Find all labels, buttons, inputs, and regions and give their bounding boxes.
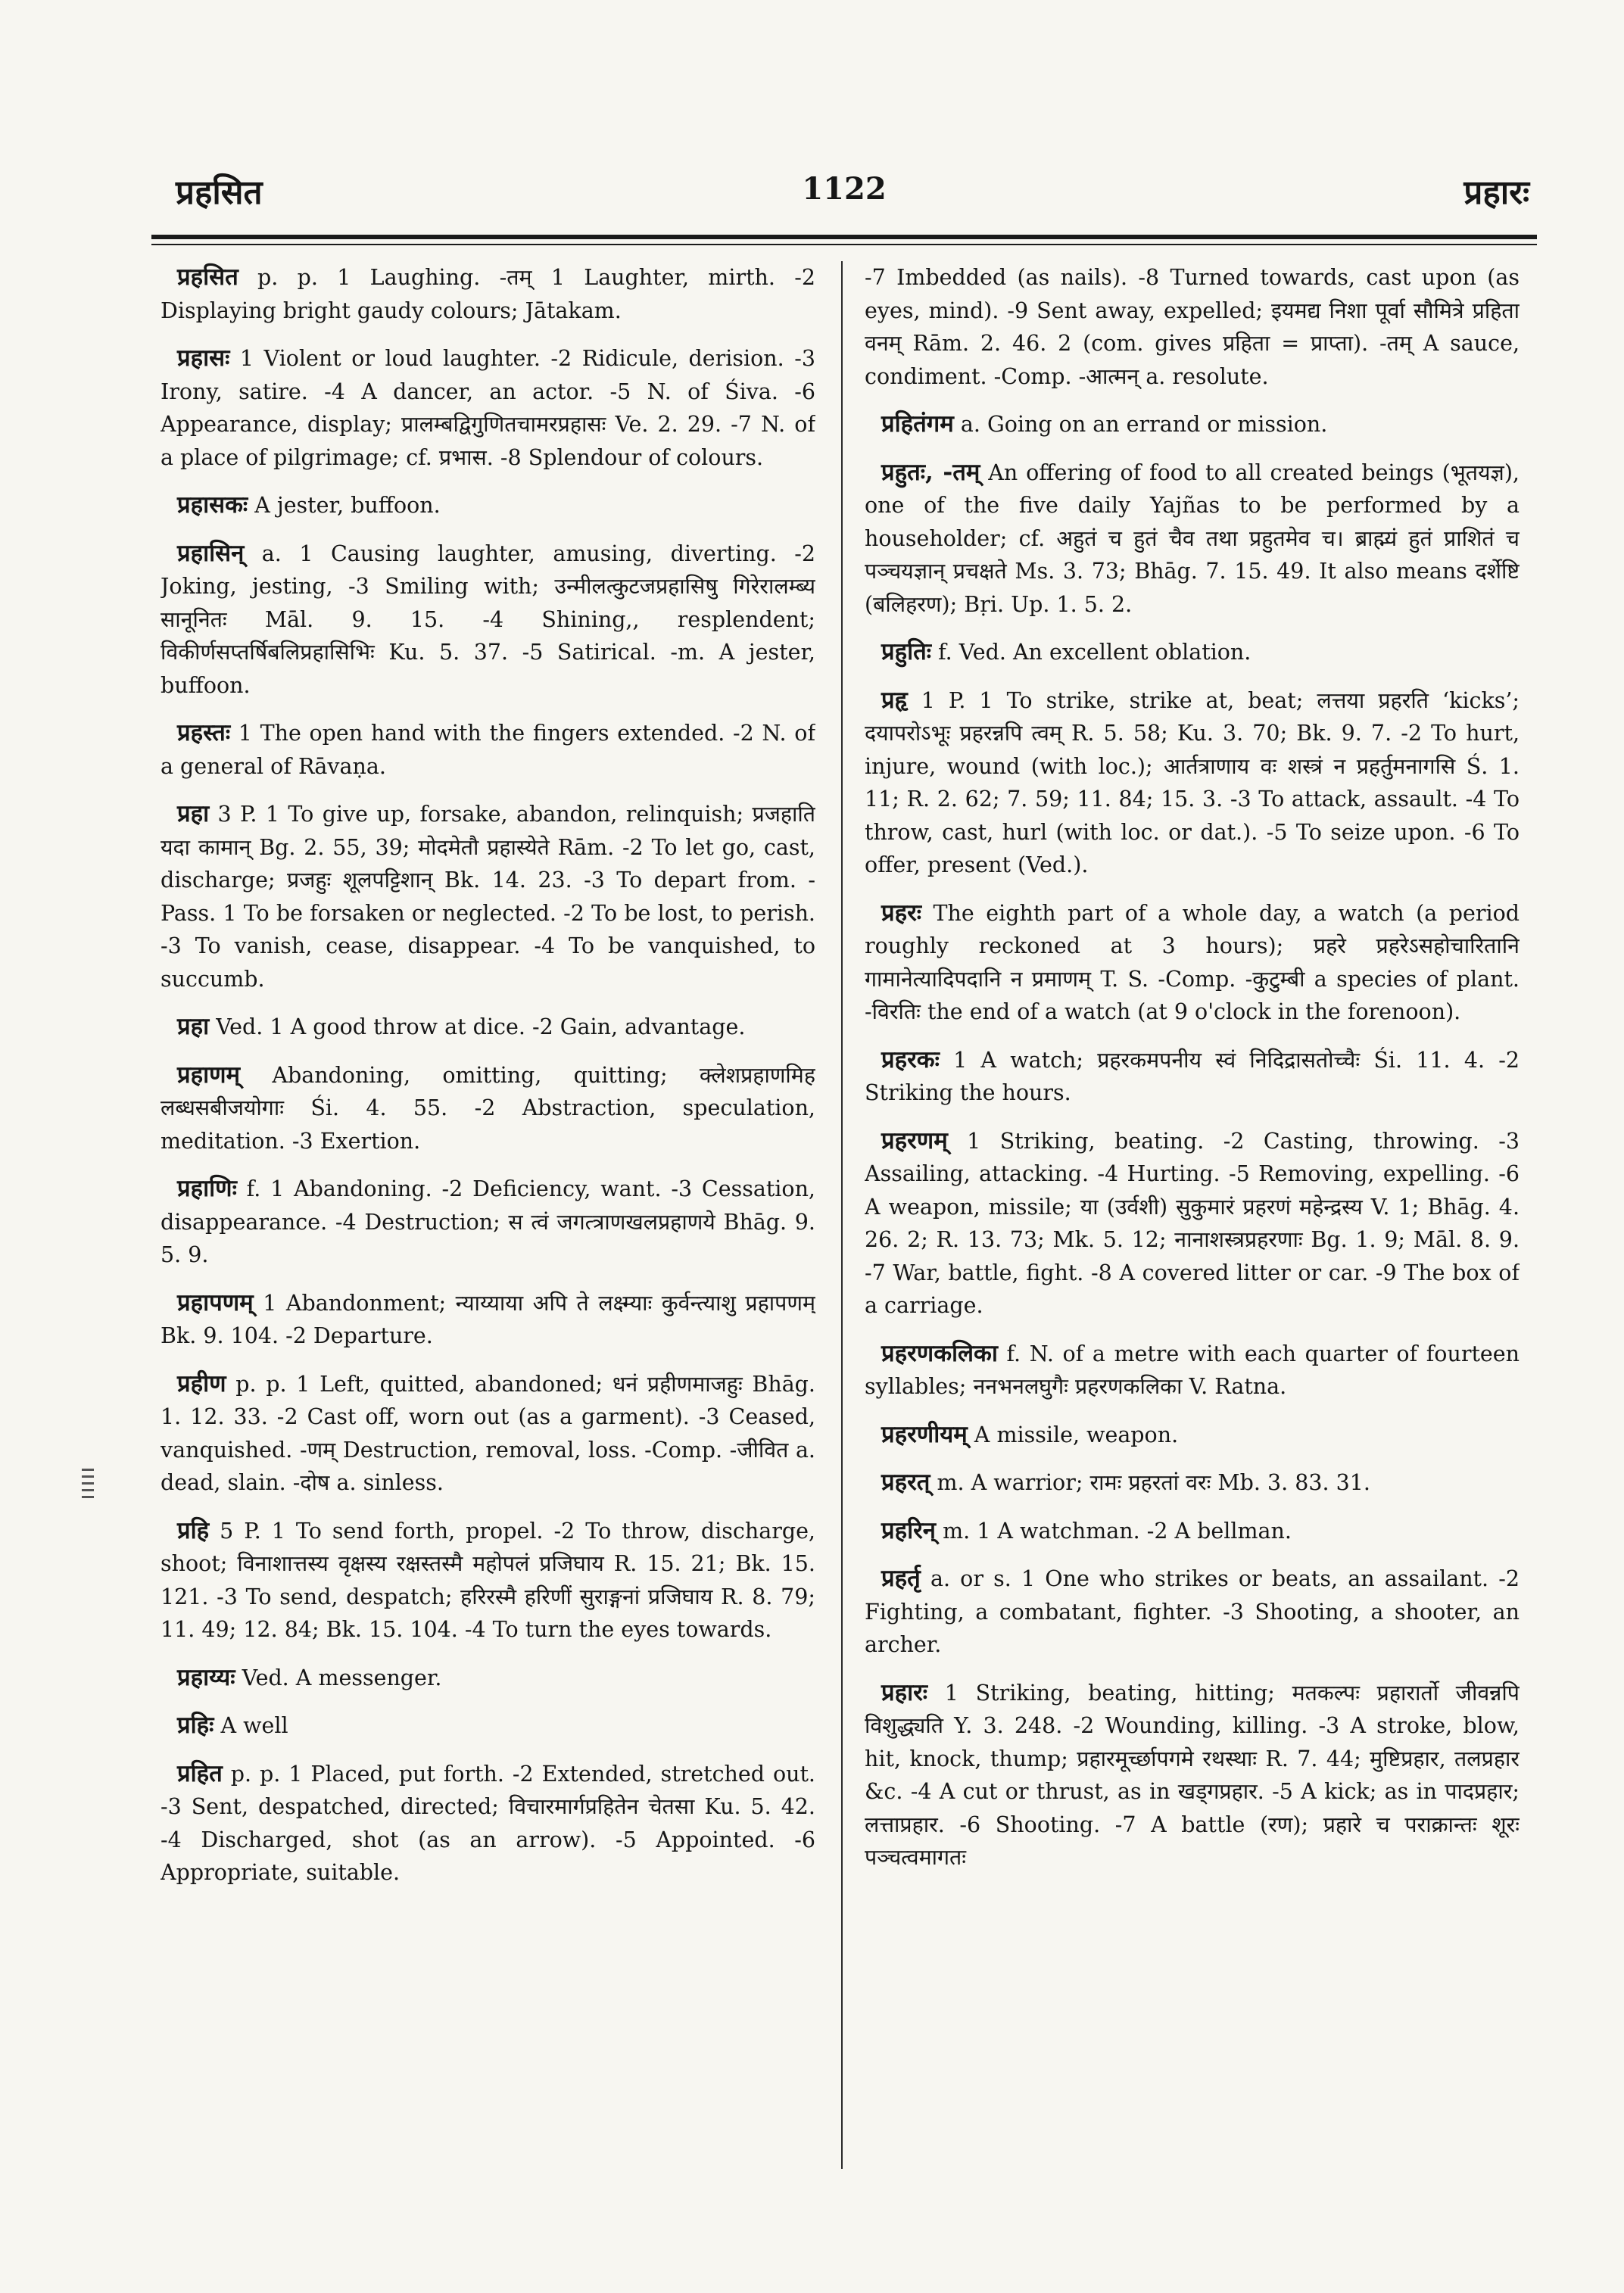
entry-headword: प्रहुतः, -तम्	[881, 458, 980, 486]
dictionary-entry	[865, 1515, 1520, 1548]
entry-definition: 1 Violent or loud laughter. -2 Ridicule, derision. -3 Irony, satire. -4 A dancer, an actor. -5 N. of Śiva. -6 Appearance, display; प्रालम्बद्विगुणितचामरप्रहासः Ve. 2. 29. -7 N. of a place of pilgrimage; cf. प्रभास. -8 Splendour of colours.	[161, 346, 815, 470]
entry-headword: प्रहि	[177, 1516, 210, 1544]
dictionary-entry	[161, 1059, 815, 1158]
dictionary-entry	[865, 684, 1520, 882]
entry-headword: प्रहरकः	[881, 1045, 940, 1073]
dictionary-entry	[161, 1662, 815, 1695]
entry-definition: p. p. 1 Left, quitted, abandoned; धनं प्रहीणमाजहुः Bhāg. 1. 12. 33. -2 Cast off, worn out (as a garment). -3 Ceased, vanquished. -णम् Destruction, removal, loss. -Comp. -जीवित a. dead, slain. -दोष a. sinless.	[161, 1371, 815, 1495]
dictionary-entry	[161, 1758, 815, 1890]
entry-headword: प्रहा	[177, 1013, 210, 1040]
entry-definition: A well	[214, 1713, 288, 1738]
dictionary-entry	[161, 489, 815, 522]
entry-definition: A jester, buffoon.	[248, 493, 441, 518]
entry-headword: प्रहारः	[881, 1678, 928, 1706]
entry-headword: प्रहुतिः	[881, 638, 932, 665]
header-rule-thin	[151, 244, 1537, 245]
dictionary-entry	[161, 1368, 815, 1500]
entry-headword: प्रहाणिः	[177, 1175, 237, 1202]
dictionary-entry	[865, 408, 1520, 441]
entry-headword: प्रहीण	[177, 1369, 226, 1397]
dictionary-entry	[865, 1677, 1520, 1874]
entry-definition: p. p. 1 Placed, put forth. -2 Extended, stretched out. -3 Sent, despatched, directed; विचारमार्गप्रहितेन चेतसा Ku. 5. 42. -4 Discharged, shot (as an arrow). -5 Appointed. -6 Appropriate, suitable.	[161, 1761, 815, 1885]
entry-definition: An offering of food to all created beings (भूतयज्ञ), one of the five daily Yajñas to be performed by a householder; cf. अहुतं च हुतं चैव तथा प्रहुतमेव च। ब्राह्म्यं हुतं प्राशितं च पञ्चयज्ञान् प्रचक्षते Ms. 3. 73; Bhāg. 7. 15. 49. It also means दर्शेष्टि (बलिहरण); Bṛi. Up. 1. 5. 2.	[865, 460, 1520, 617]
entry-headword: प्रहासकः	[177, 491, 248, 519]
entry-definition: p. p. 1 Laughing. -तम् 1 Laughter, mirth. -2 Displaying bright gaudy colours; Jātakam.	[161, 265, 815, 323]
dictionary-entry	[161, 1709, 815, 1743]
dictionary-entry	[161, 1287, 815, 1353]
entry-definition: 5 P. 1 To send forth, propel. -2 To throw, discharge, shoot; विनाशात्तस्य वृक्षस्य रक्षस्तस्मै महोपलं प्रजिघाय R. 15. 21; Bk. 15. 121. -3 To send, despatch; हरिरस्मै हरिणीं सुराङ्गनां प्रजिघाय R. 8. 79; 11. 49; 12. 84; Bk. 15. 104. -4 To turn the eyes towards.	[161, 1518, 815, 1642]
dictionary-entry	[161, 717, 815, 783]
dictionary-entry	[865, 636, 1520, 669]
entry-definition: Ved. A messenger.	[235, 1665, 442, 1690]
entry-definition: Ved. 1 A good throw at dice. -2 Gain, advantage.	[209, 1014, 746, 1039]
entry-headword: प्रहासः	[177, 344, 230, 372]
entry-definition: A missile, weapon.	[967, 1422, 1179, 1447]
dictionary-entry	[161, 1173, 815, 1272]
dictionary-entry	[865, 1419, 1520, 1452]
dictionary-entry	[865, 1338, 1520, 1404]
dictionary-entry	[161, 342, 815, 474]
right-running-headword: प्रहारः	[1463, 173, 1529, 212]
entry-headword: प्रहाणम्	[177, 1061, 241, 1089]
dictionary-entry	[161, 1515, 815, 1647]
dictionary-entry	[161, 537, 815, 703]
entry-headword: प्रहा	[177, 800, 210, 827]
dictionary-entry-continuation	[865, 261, 1520, 393]
entry-definition: f. Ved. An excellent oblation.	[931, 640, 1252, 665]
entry-definition: -7 Imbedded (as nails). -8 Turned towards, cast upon (as eyes, mind). -9 Sent away, expelled; इयमद्य निशा पूर्वा सौमित्रे प्रहिता वनम् Rām. 2. 46. 2 (com. gives प्रहिता = प्राप्ता). -तम् A sauce, condiment. -Comp. -आत्मन् a. resolute.	[865, 265, 1520, 389]
entry-headword: प्रहरः	[881, 899, 922, 927]
entry-headword: प्रहरणम्	[881, 1126, 948, 1154]
entry-definition: 1 A watch; प्रहरकमपनीय स्वं निदिद्रासतोच्चैः Śi. 11. 4. -2 Striking the hours.	[865, 1047, 1520, 1105]
entry-headword: प्रहरणीयम्	[881, 1420, 968, 1448]
dictionary-entry	[161, 798, 815, 995]
dictionary-entry	[865, 1044, 1520, 1110]
entry-headword: प्रहापणम्	[177, 1288, 254, 1316]
entry-definition: a. 1 Causing laughter, amusing, diverting. -2 Joking, jesting, -3 Smiling with; उन्मीलत्कुटजप्रहासिषु गिरेरालम्ब्य सानूनितः Māl. 9. 15. -4 Shining,, resplendent; विकीर्णसप्तर्षिबलिप्रहासिभिः Ku. 5. 37. -5 Satirical. -m. A jester, buffoon.	[161, 541, 815, 698]
dictionary-entry	[161, 261, 815, 327]
entry-definition: f. N. of a metre with each quarter of fourteen syllables; ननभनलघुगैः प्रहरणकलिका V. Ratna.	[865, 1341, 1520, 1399]
entry-headword: प्रहाय्यः	[177, 1663, 235, 1691]
entry-headword: प्रहितंगम	[881, 410, 954, 438]
entry-definition: m. A warrior; रामः प्रहरतां वरः Mb. 3. 83. 31.	[930, 1470, 1370, 1495]
entry-headword: प्रहासिन्	[177, 539, 245, 567]
dictionary-entry	[865, 1466, 1520, 1500]
entry-headword: प्रहर्तृ	[881, 1565, 921, 1592]
dictionary-entry	[865, 456, 1520, 622]
entry-headword: प्रहिः	[177, 1712, 214, 1739]
left-column	[161, 261, 815, 2176]
dictionary-entry	[865, 897, 1520, 1029]
entry-definition: 1 Striking, beating. -2 Casting, throwing. -3 Assailing, attacking. -4 Hurting. -5 Removing, expelling. -6 A weapon, missile; या (उर्वशी) सुकुमारं प्रहरणं महेन्द्रस्य V. 1; Bhāg. 4. 26. 2; R. 13. 73; Mk. 5. 12; नानाशस्त्रप्रहरणाः Bg. 1. 9; Māl. 8. 9. -7 War, battle, fight. -8 A covered litter or car. -9 The box of a carriage.	[865, 1128, 1520, 1318]
right-column	[865, 261, 1520, 2176]
entry-headword: प्रहित	[177, 1759, 223, 1787]
entry-definition: The eighth part of a whole day, a watch (a period roughly reckoned at 3 hours); प्रहरे प्रहरेऽसहोचारितानि गामानेत्यादिपदानि न प्रमाणम् T. S. -Comp. -कुटुम्बी a species of plant. -विरतिः the end of a watch (at 9 o'clock in the forenoon).	[865, 900, 1520, 1024]
page-number: 1122	[802, 171, 887, 207]
entry-headword: प्रहस्तः	[177, 719, 231, 746]
entry-headword: प्रहृ	[881, 686, 908, 714]
entry-headword: प्रहसित	[177, 263, 238, 291]
column-divider	[841, 261, 843, 2169]
entry-headword: प्रहरिन्	[881, 1516, 937, 1544]
entry-definition: 3 P. 1 To give up, forsake, abandon, relinquish; प्रजहाति यदा कामान् Bg. 2. 55, 39; मोदमेतौ प्रहास्येते Rām. -2 To let go, cast, discharge; प्रजहुः शूलपट्टिशान् Bk. 14. 23. -3 To depart from. -Pass. 1 To be forsaken or neglected. -2 To be lost, to perish. -3 To vanish, cease, disappear. -4 To be vanquished, to succumb.	[161, 802, 815, 992]
entry-definition: a. or s. 1 One who strikes or beats, an assailant. -2 Fighting, a combatant, fighter. -3 Shooting, a shooter, an archer.	[865, 1566, 1520, 1657]
entry-definition: a. Going on an errand or mission.	[953, 412, 1328, 437]
entry-definition: 1 Striking, beating, hitting; मतकल्पः प्रहारार्तो जीवन्नपि विशुद्ध्यति Y. 3. 248. -2 Wounding, killing. -3 A stroke, blow, hit, knock, thump; प्रहारमूर्च्छापगमे रथस्थाः R. 7. 44; मुष्टिप्रहार, तलप्रहार &c. -4 A cut or thrust, as in खड्गप्रहार. -5 A kick; as in पादप्रहार; लत्ताप्रहार. -6 Shooting. -7 A battle (रण); प्रहारे च पराक्रान्तः शूरः पञ्चत्वमागतः	[865, 1680, 1520, 1870]
dictionary-entry	[865, 1562, 1520, 1662]
entry-definition: f. 1 Abandoning. -2 Deficiency, want. -3 Cessation, disappearance. -4 Destruction; स त्वं जगत्त्राणखलप्रहाणये Bhāg. 9. 5. 9.	[161, 1176, 815, 1267]
entry-definition: 1 Abandonment; न्याय्याया अपि ते लक्ष्म्याः कुर्वन्त्याशु प्रहापणम् Bk. 9. 104. -2 Departure.	[161, 1290, 815, 1348]
entry-definition: m. 1 A watchman. -2 A bellman.	[936, 1518, 1292, 1544]
entry-definition: 1 The open hand with the fingers extended. -2 N. of a general of Rāvaṇa.	[161, 721, 815, 779]
page-header	[151, 168, 1537, 221]
header-rule-thick	[151, 235, 1537, 239]
margin-marker	[82, 1469, 94, 1503]
left-running-headword: प्रहसित	[176, 173, 263, 212]
dictionary-entry	[161, 1011, 815, 1044]
entry-definition: 1 P. 1 To strike, strike at, beat; लत्तया प्रहरति ‘kicks’; दयापरोऽभूः प्रहरन्नपि त्वम् R. 5. 58; Ku. 3. 70; Bk. 9. 7. -2 To hurt, injure, wound (with loc.); आर्तत्राणाय वः शस्त्रं न प्रहर्तुमनागसि Ś. 1. 11; R. 2. 62; 7. 59; 11. 84; 15. 3. -3 To attack, assault. -4 To throw, cast, hurl (with loc. or dat.). -5 To seize upon. -6 To offer, present (Ved.).	[865, 687, 1520, 877]
entry-headword: प्रहरत्	[881, 1469, 930, 1496]
dictionary-entry	[865, 1125, 1520, 1323]
entry-headword: प्रहरणकलिका	[881, 1339, 998, 1367]
entry-definition: Abandoning, omitting, quitting; क्लेशप्रहाणमिह लब्धसबीजयोगाः Śi. 4. 55. -2 Abstraction, speculation, meditation. -3 Exertion.	[161, 1062, 815, 1154]
